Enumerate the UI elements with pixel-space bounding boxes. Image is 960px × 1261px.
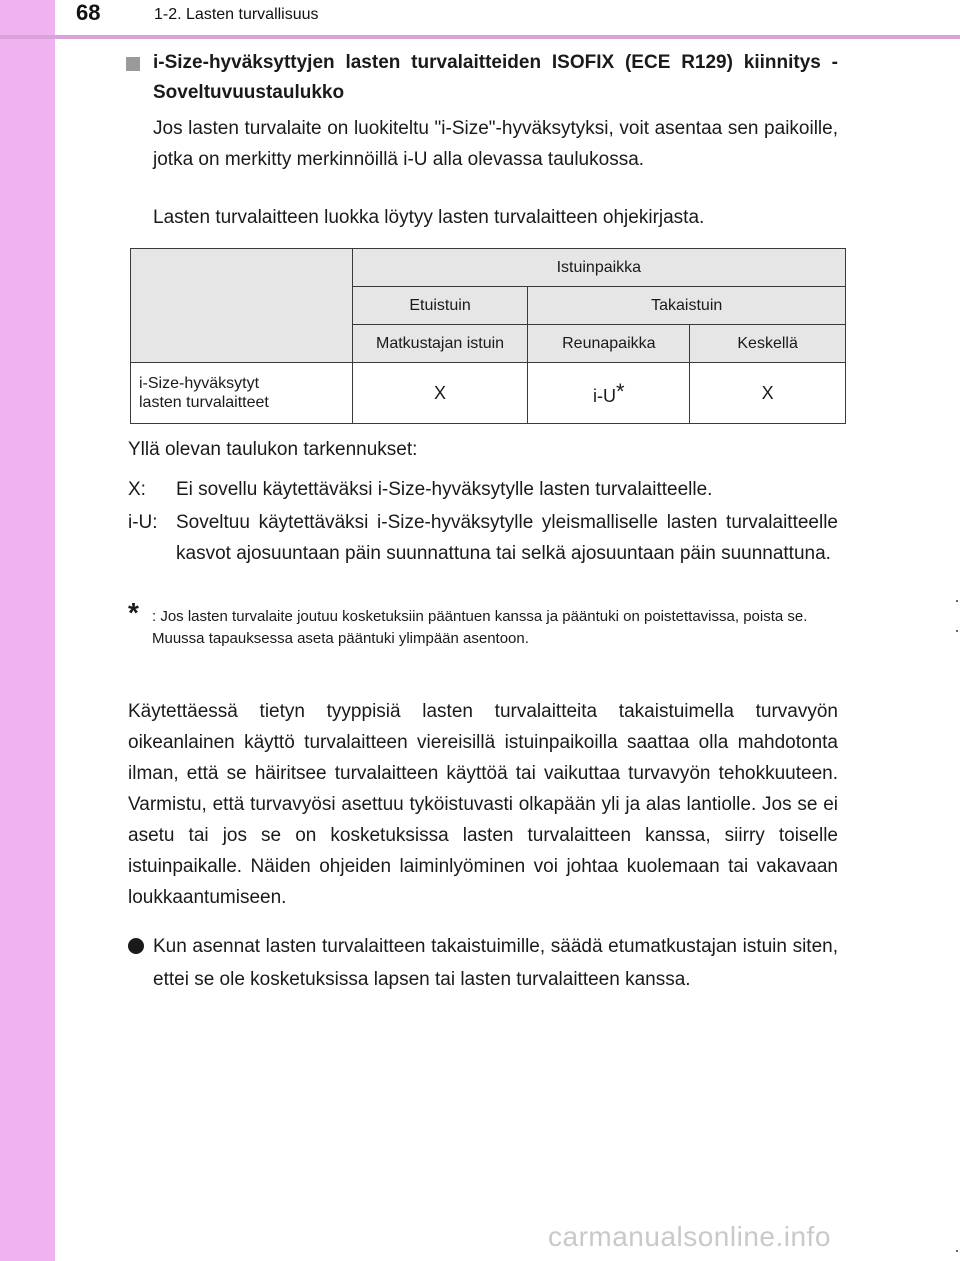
square-bullet-icon [126, 57, 140, 71]
warning-paragraph: Käytettäessä tietyn tyyppisiä lasten turvalaitteita takaistuimella turvavyön oikeanlainen käyttö turvalaitteen viereisillä istuinpaikoilla saattaa olla mahdotonta ilman, että se häiritsee turvalaitteen käyttöä tai vaikuttaa turvavyön tehokkuuteen. Varmistu, että turvavyösi asettuu tyköistuvasti olkapään yli ja alas lantiolle. Jos se ei asetu tai jos se on kosketuksissa lasten turvalaitteen kanssa, siirry toiselle istuinpaikalle. Näiden ohjeiden laiminlyöminen voi johtaa kuolemaan tai vakavaan loukkaantumiseen. [128, 701, 838, 908]
page-number: 68 [76, 0, 101, 25]
definition-iu [128, 507, 838, 569]
definition-text: Soveltuu käytettäväksi i-Size-hyväksytylle yleismalliselle lasten turvalaitteelle kasvot ajosuuntaan päin suunnattuna tai selkä ajosuuntaan päin suunnattuna. [176, 512, 838, 564]
bullet-item [128, 930, 838, 996]
edge-mark [956, 630, 958, 632]
table-corner-cell [131, 249, 353, 363]
row-label-line-1: i-Size-hyväksytyt [139, 375, 260, 392]
asterisk-mark: * [616, 379, 625, 404]
subsection-heading [126, 48, 838, 108]
table-cell-passenger: X [352, 363, 528, 424]
header-rule [0, 35, 960, 39]
table-header-passenger: Matkustajan istuin [352, 325, 528, 363]
table-header-rear: Takaistuin [528, 287, 846, 325]
edge-mark [956, 600, 958, 602]
watermark: carmanualsonline.info [548, 1221, 831, 1252]
table-header-outboard: Reunapaikka [528, 325, 690, 363]
bullet-text: Kun asennat lasten turvalaitteen takaistuimille, säädä etumatkustajan istuin siten, ettei se ole kosketuksissa lapsen tai lasten turvalaitteen kanssa. [153, 936, 838, 990]
definition-text: Ei sovellu käytettäväksi i-Size-hyväksytylle lasten turvalaitteelle. [176, 479, 713, 500]
table-header-center: Keskellä [690, 325, 846, 363]
left-margin-bar [0, 0, 55, 1261]
suitability-table [130, 248, 846, 424]
heading-text: i-Size-hyväksyttyjen lasten turvalaitteiden ISOFIX (ECE R129) kiinnitys - Soveltuvuustaulukko [153, 52, 838, 103]
definition-key: X: [128, 479, 146, 500]
intro-paragraph-2: Lasten turvalaitteen luokka löytyy lasten turvalaitteen ohjekirjasta. [153, 207, 705, 228]
cell-value: i-U [593, 386, 617, 406]
section-title: 1-2. Lasten turvallisuus [154, 6, 319, 23]
notes-title: Yllä olevan taulukon tarkennukset: [128, 439, 418, 460]
footnote-text-2: Muussa tapauksessa aseta pääntuki ylimpään asentoon. [152, 630, 529, 647]
table-cell-outboard [528, 363, 690, 424]
table-cell-center: X [690, 363, 846, 424]
intro-paragraph: Jos lasten turvalaite on luokiteltu "i-Size"-hyväksytyksi, voit asentaa sen paikoille, jotka on merkitty merkinnöillä i-U alla olevassa taulukossa. [153, 118, 838, 170]
footnote-text: : Jos lasten turvalaite joutuu kosketuksiin pääntuen kanssa ja pääntuki on poistettavissa, poista se. [152, 608, 808, 625]
edge-mark [956, 1250, 958, 1252]
table-row-label [131, 363, 353, 424]
footnote-asterisk: * [128, 597, 139, 628]
footnote [128, 597, 838, 650]
definition-x [128, 474, 838, 505]
row-label-line-2: lasten turvalaitteet [139, 394, 269, 411]
table-header-seating: Istuinpaikka [352, 249, 845, 287]
table-row [131, 363, 846, 424]
definition-key: i-U: [128, 512, 158, 533]
round-bullet-icon [128, 938, 144, 954]
table-header-front: Etuistuin [352, 287, 528, 325]
